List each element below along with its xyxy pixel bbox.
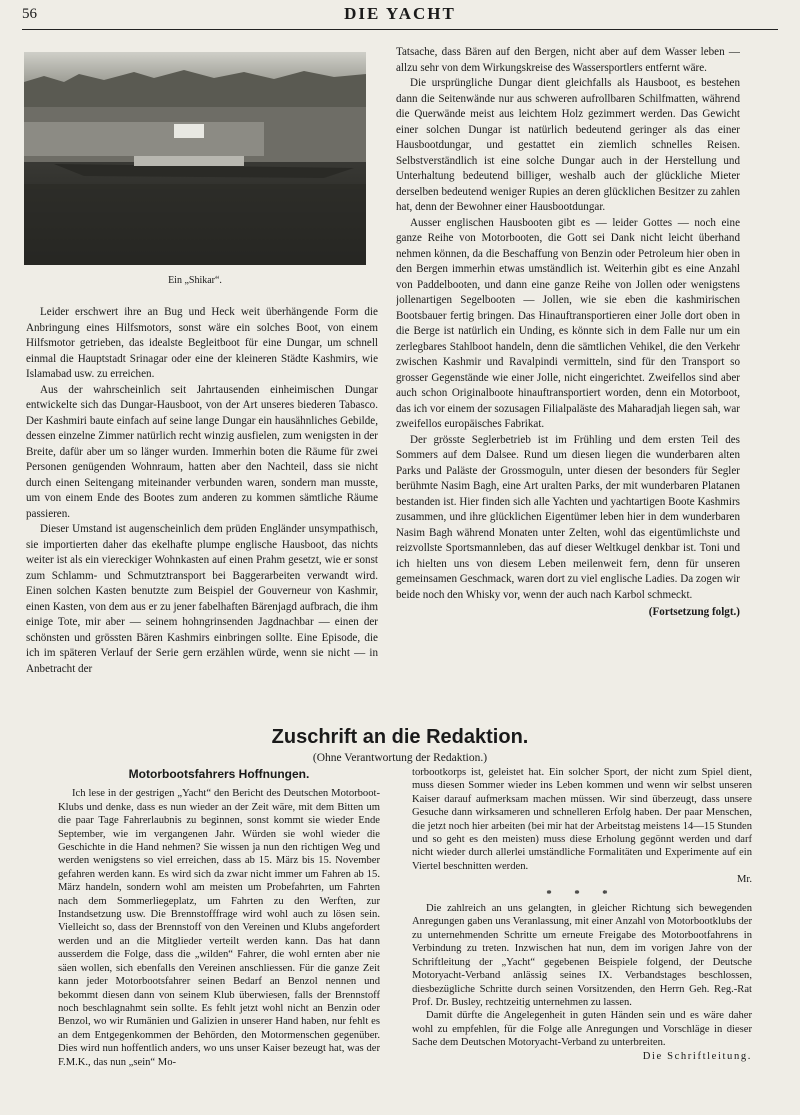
editorial-signature: Die Schriftleitung. xyxy=(642,1050,752,1062)
running-title: DIE YACHT xyxy=(344,4,456,23)
shikar-photo xyxy=(24,52,366,265)
article-column-right xyxy=(396,45,740,720)
continuation-note: (Fortsetzung folgt.) xyxy=(648,606,740,618)
figure-caption: Ein „Shikar“. xyxy=(168,275,222,286)
letter-title: Motorbootsfahrers Hoffnungen. xyxy=(128,768,310,781)
section-subtitle: (Ohne Verantwortung der Redaktion.) xyxy=(312,752,488,764)
letter-paragraph: torbootkorps ist, geleistet hat. Ein solcher Sport, der nicht zum Spiel dient, muss diesen Sommer wieder ins Leben kommen und wenn wir selbst unseren Kaiser darauf aufmerksam machen müssen. Wir sind überzeugt, dass unsere Gesuche dann wirksameren und schnelleren Erfolg haben. Der paar Menschen, die jetzt noch hier arbeiten (bei mir hat der Arbeitstag meistens 14—15 Stunden und so geht es den meisten) muss diese Erholung gegönnt werden und darf nicht wieder durch allerlei umständliche Formalitäten und Experimente auf ein Viertel beschnitten werden. xyxy=(412,767,752,872)
article-paragraph: Leider erschwert ihre an Bug und Heck weit überhängende Form die Anbringung eines Hilfsmotors, sonst wäre ein solches Boot, von einem Hilfsmotor getrieben, das idealste Begleitboot für eine Dungar, um schnell einmal die Hauptstadt Srinagar oder eine der kleineren Städte Kashmirs, wie Islamabad usw. zu erreichen. xyxy=(26,306,378,380)
section-title: Zuschrift an die Redaktion. xyxy=(271,726,529,748)
letter-column-left xyxy=(58,768,380,1113)
article-paragraph: Dieser Umstand ist augenscheinlich dem prüden Engländer unsympathisch, sie importierten daher das ekelhafte plumpe englische Hausboot, das nichts weiter ist als ein viereckiger Wohnkasten auf einen Prahm gesetzt, wie er sonst zum Schlamm- und Schmutztransport bei Baggerarbeiten verwandt wird. Einen solchen Kasten benutzte zum Beispiel der Gouverneur von Kashmir, einen Kasten, von dem aus er zu jener fabelhaften Bärenjagd aufbrach, die ihm einige Tote, mir aber — seinem hohngrinsenden Jagdnachbar — einen der schönsten und grössten Bären Kashmirs einbringen sollte. Eine Episode, die ich im späteren Verlauf der Serie gern erzählen würde, wenn sie nicht — in Anbetracht der xyxy=(26,523,378,675)
letter-signature: Mr. xyxy=(736,874,752,886)
header-rule xyxy=(22,29,778,30)
article-paragraph: Die ursprüngliche Dungar dient gleichfalls als Hausboot, es bestehen dann die Seitenwände nur aus schweren aufrollbaren Schilfmatten, während die Querwände meist aus leichtem Holz gezimmert werden. Das Gewicht einer solchen Dungar ist natürlich bedeutend geringer als das einer Hausbootdungar, und gestattet ein ziemlich schnelles Reisen. Selbstverständlich ist eine solche Dungar auch in der Herstellung und Unterhaltung bedeutend billiger, weshalb auch der glückliche Mieter derselben bedeutend weniger Rupies an deren glücklichen Besitzer zu zahlen hat, denn der Bewohner einer Hausbootdungar. xyxy=(396,77,740,213)
page-number: 56 xyxy=(22,6,37,22)
article-paragraph: Der grösste Seglerbetrieb ist im Frühling und dem ersten Teil des Sommers auf dem Dalsee. Rund um diesen liegen die wunderbaren alten Parks und Paläste der Grossmoguln, unter diesen der besonders für Segler berühmte Nasim Bagh, eine Art uralten Parks, der mit wunderbaren Platanen bestanden ist. Hier finden sich alle Yachten und yachtartigen Boote Kashmirs zusammen, und ihre glücklichen Eigentümer leben hier in dem wunderbaren Nasim Bagh während Monaten unter Zelten, wohl das eigentümlichste und reizvollste Sportsmannleben, das auf dieser Weltkugel denkbar ist. Toni und ich hielten uns von diesem Leben meilenweit fern, denn für unseren gemeinsamen Geschmack, waren dort zu viel englische Ladies. Da zogen wir beide noch den Whisky vor, wenn der auch nach Karbol schmeckt. xyxy=(396,433,740,601)
article-paragraph: Tatsache, dass Bären auf den Bergen, nicht aber auf dem Wasser leben — allzu sehr von dem Wirkungskreise des Wassersportlers entfernt wäre. xyxy=(396,46,740,74)
letter-paragraph: Ich lese in der gestrigen „Yacht“ den Bericht des Deutschen Motorboot-Klubs und denke, dass es nun wieder an der Zeit wäre, mit dem Bitten um die paar Tage Fahrerlaubnis zu beginnen, sonst kommt sie wieder Ende September, wie im vergangenen Jahr. Würden sie wohl wieder die Geschichte in die Hand nehmen? Sie wissen ja nun den richtigen Weg und werden wenigstens so viel erreichen, dass ab 15. März bis 15. November gefahren werden kann. Es wird sich da zwar nicht immer um Fahren ab 15. März handeln, sondern wohl am meisten um Probefahrten, um Fahrten nach dem Sommerliegeplatz, um Fahrten zu den Werften, zur Instandsetzung usw. Die Brennstofffrage wird wohl auch zu lösen sein. Vielleicht so, dass der Brennstoff von den Vereinen und Klubs angefordert werden und an die Mitglieder verteilt werden kann. Das hat dann ausserdem die Folge, dass die „wilden“ Fahrer, die wohl ernten aber nie säen wollen, sich ebenfalls den Vereinen anschliessen. Für die ganze Zeit kann jeder Motorbootsfahrer seinen Bedarf an Benzol nennen und bekommt diesen dann von seinem Klub überwiesen, falls der Brennstoff noch beschlagnahmt sein sollte. Es fehlt jetzt wohl nicht an Benzin oder Benzol, wo wir Rumänien und Galizien in unserer Hand haben, nur fehlt es an dem Entgegenkommen der Behörden, den Motormenschen gegenüber. Dies wird nun hoffentlich anders, wo uns unser Kaiser bezeugt hat, was der F.M.K., das nun „sein“ Mo- xyxy=(58,788,380,1068)
article-paragraph: Aus der wahrscheinlich seit Jahrtausenden einheimischen Dungar entwickelte sich das Dungar-Hausboot, von der Art unseres biederen Tabasco. Der Kashmiri baute einfach auf seine lange Dungar ein hausähnliches Gebilde, dessen einzelne Zimmer natürlich recht winzig ausfielen, zum wenigsten in der Breite, dafür aber um so länger wurden. Immerhin boten die Räume für zwei Personen genügenden Wohnraum, hatten aber den Nachteil, dass sie nicht durch einen Seitengang miteinander verbunden waren, sondern man musste, um von einem Ende des Bootes zum anderen zu kommen sämtliche Räume passieren. xyxy=(26,383,378,520)
article-paragraph: Ausser englischen Hausbooten gibt es — leider Gottes — noch eine ganze Reihe von Motorbooten, die Gott sei Dank nicht leicht überhand nehmen können, da die Beschaffung von Benzin oder Petroleum hier oben in den Bergen immerhin etwas umständlich ist. Weiterhin gibt es eine Anzahl von Paddelbooten, und dann eine ganze Reihe von Jollen oder wenigstens jollenartigen Segelbooten — Jollen, wie sie eben die kashmirischen Bootsbauer fertig bringen. Das Hinauftransportieren einer Jolle dort oben in die Berge ist natürlich ein Unding, es könnte sich in dem Falle nur um ein zerlegbares Stahlboot handeln, denn die sämtlichen Vehikel, die den Verkehr zwischen Kashmir und Ravalpindi vermitteln, sind für den Transport so grosser Gegenstände wie einer Jolle, nicht eingerichtet. Zweifellos sind aber auch schon Originalboote hinauftransportiert worden, denn ein Motorboot, das ich vor einem der sozusagen Filialpaläste des Maharadjah liegen sah, war zweifellos europäisches Fabrikat. xyxy=(396,216,740,430)
letter-column-right xyxy=(412,766,752,1106)
shikar-photo-illustration xyxy=(24,52,366,265)
article-column-left xyxy=(26,305,378,715)
editorial-paragraph: Damit dürfte die Angelegenheit in guten Händen sein und es wäre daher wohl zu empfehlen, für die Folge alle Anregungen und Vorschläge in dieser Sache dem Deutschen Motoryacht-Verband zu unterbreiten. xyxy=(412,1010,752,1049)
editorial-paragraph: Die zahlreich an uns gelangten, in gleicher Richtung sich bewegenden Anregungen gaben uns Veranlassung, mit einer Anzahl von Motorbootklubs der zu unternehmenden Schritte um erneute Freigabe des Motorbootfahrens in Verbindung zu treten. Inzwischen hat nun, dem im vorigen Jahre von der Schriftleitung der „Yacht“ gegebenen Beispiele folgend, der Deutsche Motoryacht-Verband anlässig seines IX. Verbandstages beschlossen, diesbezügliche Schritte durch seinen Vorsitzenden, den Herrn Geh. Reg.-Rat Prof. Dr. Busley, rechtzeitig unternehmen zu lassen. xyxy=(412,903,752,1008)
section-divider-stars: * * * xyxy=(546,888,618,900)
